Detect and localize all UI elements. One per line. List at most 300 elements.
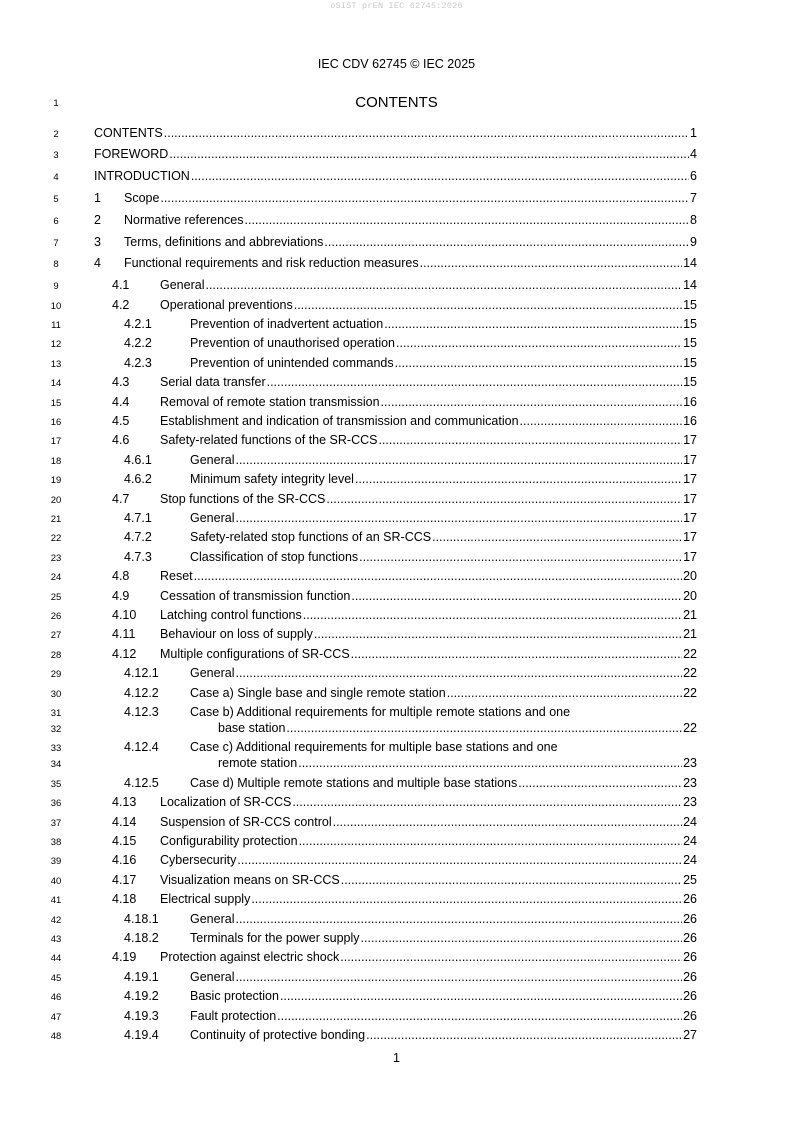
toc-entry[interactable]	[0, 453, 793, 473]
toc-entry-title: General	[190, 911, 235, 926]
toc-entry-page: 22	[683, 720, 697, 735]
line-number: 41	[50, 895, 62, 907]
dot-leader	[341, 873, 682, 887]
toc-entry[interactable]	[0, 213, 793, 233]
toc-entry-line	[218, 721, 697, 735]
toc-entry[interactable]	[0, 256, 793, 276]
toc-entry-title: General	[160, 278, 205, 293]
toc-entry-title: Prevention of unauthorised operation	[190, 336, 396, 351]
toc-entry-number: 4.2.1	[124, 316, 152, 331]
line-number: 47	[50, 1011, 62, 1023]
toc-entry[interactable]	[0, 235, 793, 255]
toc-entry-line	[190, 453, 697, 467]
toc-entry-title: INTRODUCTION	[94, 169, 190, 184]
line-number: 9	[53, 281, 59, 293]
toc-entry-page: 27	[683, 1027, 697, 1042]
toc-entry[interactable]	[0, 931, 793, 951]
toc-entry-number: 4.18.1	[124, 911, 159, 926]
toc-entry-title: Normative references	[124, 212, 244, 227]
toc-entry[interactable]	[0, 169, 793, 189]
toc-entry-title-continued: base station	[218, 720, 286, 735]
toc-entry-number: 4.1	[112, 278, 130, 293]
dot-leader	[384, 317, 682, 331]
dot-leader	[355, 472, 682, 486]
line-number: 43	[50, 933, 62, 945]
line-number: 7	[53, 237, 59, 249]
toc-entry-page: 26	[683, 950, 697, 965]
toc-entry-page: 24	[683, 853, 697, 868]
toc-entry-number: 4.6	[112, 433, 130, 448]
toc-entry-page: 8	[690, 212, 697, 227]
line-number: 34	[50, 759, 62, 771]
toc-entry-line	[160, 892, 697, 906]
dot-leader	[235, 511, 682, 525]
toc-entry-number: 4.19.2	[124, 989, 159, 1004]
toc-entry[interactable]	[0, 608, 793, 628]
line-number: 26	[50, 610, 62, 622]
toc-entry-page: 16	[683, 394, 697, 409]
line-number: 6	[53, 215, 59, 227]
toc-entry-page: 22	[683, 685, 697, 700]
toc-entry-title: Case d) Multiple remote stations and multiple base stations	[190, 775, 518, 790]
toc-entry-title: Stop functions of the SR-CCS	[160, 491, 326, 506]
toc-entry-page: 23	[683, 775, 697, 790]
toc-entry-line	[190, 356, 697, 370]
line-number: 48	[50, 1030, 62, 1042]
toc-entry-number: 4.7	[112, 491, 130, 506]
toc-entry[interactable]	[0, 1009, 793, 1029]
toc-entry-page: 23	[683, 756, 697, 771]
dot-leader	[235, 912, 682, 926]
toc-entry-line	[190, 511, 697, 525]
toc-entry-line	[190, 666, 697, 680]
toc-entry-page: 26	[683, 892, 697, 907]
toc-entry-page: 23	[683, 795, 697, 810]
toc-entry-title: Configurability protection	[160, 833, 298, 848]
toc-entry[interactable]	[0, 336, 793, 356]
toc-entry-number: 4.7.1	[124, 510, 152, 525]
toc-entry[interactable]	[0, 433, 793, 453]
toc-entry[interactable]	[0, 511, 793, 531]
toc-entry-page: 17	[683, 510, 697, 525]
dot-leader	[267, 375, 682, 389]
toc-entry-number: 4.11	[112, 627, 136, 642]
dot-leader	[420, 256, 683, 270]
toc-entry[interactable]	[0, 147, 793, 167]
toc-entry-title: Classification of stop functions	[190, 549, 359, 564]
line-number: 1	[53, 98, 59, 109]
dot-leader	[351, 647, 682, 661]
toc-entry-number: 4.12	[112, 646, 137, 661]
dot-leader	[280, 989, 682, 1003]
toc-entry-line	[124, 256, 697, 270]
line-number: 39	[50, 856, 62, 868]
dot-leader	[378, 433, 682, 447]
toc-entry-page: 25	[683, 872, 697, 887]
toc-entry-number: 4.6.2	[124, 472, 152, 487]
toc-entry-number: 4.2	[112, 297, 130, 312]
toc-entry[interactable]	[0, 970, 793, 990]
line-number: 13	[50, 358, 62, 370]
toc-entry-line	[160, 815, 697, 829]
line-number: 32	[50, 723, 62, 735]
toc-entry-number: 4.19.4	[124, 1027, 159, 1042]
dot-leader	[191, 169, 689, 183]
line-number: 5	[53, 193, 59, 205]
line-number: 46	[50, 992, 62, 1004]
toc-entry-line	[190, 317, 697, 331]
toc-entry-title: Protection against electric shock	[160, 950, 340, 965]
dot-leader	[194, 569, 682, 583]
dot-leader	[326, 492, 682, 506]
toc-entry-title: General	[190, 666, 235, 681]
toc-entry-number: 4.4	[112, 394, 130, 409]
toc-entry-page: 17	[683, 433, 697, 448]
toc-entry-title: Operational preventions	[160, 297, 293, 312]
toc-entry-line	[160, 492, 697, 506]
toc-entry[interactable]	[0, 589, 793, 609]
toc-entry-number: 4.8	[112, 569, 130, 584]
toc-entry-number: 4.3	[112, 375, 130, 390]
toc-entry[interactable]	[0, 776, 793, 796]
line-number: 37	[50, 817, 62, 829]
toc-entry[interactable]	[0, 530, 793, 550]
toc-entry-title: Prevention of unintended commands	[190, 355, 394, 370]
toc-entry-title: Safety-related functions of the SR-CCS	[160, 433, 378, 448]
toc-entry-page: 6	[690, 169, 697, 184]
toc-entry-continuation	[0, 721, 793, 741]
toc-entry-line	[160, 589, 697, 603]
toc-entry-page: 21	[683, 627, 697, 642]
toc-entry[interactable]	[0, 550, 793, 570]
toc-entry-line	[190, 1028, 697, 1042]
toc-entry-title: Behaviour on loss of supply	[160, 627, 313, 642]
toc-entry-page: 17	[683, 452, 697, 467]
line-number: 30	[50, 688, 62, 700]
dot-leader	[286, 721, 682, 735]
toc-entry[interactable]	[0, 853, 793, 873]
watermark: oSIST prEN IEC 62745:2026	[330, 1, 463, 11]
toc-entry-number: 4.13	[112, 795, 137, 810]
toc-entry-line	[190, 530, 697, 544]
toc-entry-number: 4.6.1	[124, 452, 152, 467]
dot-leader	[395, 356, 682, 370]
toc-entry-line	[160, 278, 697, 292]
toc-entry-page: 22	[683, 646, 697, 661]
dot-leader	[169, 147, 689, 161]
toc-entry[interactable]	[0, 627, 793, 647]
toc-entry-line	[160, 433, 697, 447]
line-number: 3	[53, 150, 59, 162]
toc-entry-number: 4.9	[112, 588, 130, 603]
line-number: 19	[50, 475, 62, 487]
dot-leader	[366, 1028, 682, 1042]
toc-entry-line	[190, 776, 697, 790]
toc-entry-title: Electrical supply	[160, 892, 251, 907]
toc-entry[interactable]	[0, 686, 793, 706]
toc-entry-line	[160, 950, 697, 964]
toc-entry-title: Fault protection	[190, 1008, 277, 1023]
toc-entry[interactable]	[0, 912, 793, 932]
document-header: IEC CDV 62745 © IEC 2025	[317, 57, 476, 71]
toc-entry-number: 4.10	[112, 607, 137, 622]
toc-entry-number: 4.19.1	[124, 969, 159, 984]
dot-leader	[324, 235, 689, 249]
line-number: 33	[50, 743, 62, 755]
toc-entry-page: 26	[683, 969, 697, 984]
toc-entry[interactable]	[0, 892, 793, 912]
toc-entry[interactable]	[0, 472, 793, 492]
toc-entry-page: 4	[690, 147, 697, 162]
toc-entry-page: 15	[683, 316, 697, 331]
page-number: 1	[393, 1051, 400, 1065]
toc-entry-line	[160, 627, 697, 641]
dot-leader	[432, 530, 682, 544]
dot-leader	[298, 756, 682, 770]
toc-entry-title: Safety-related stop functions of an SR-CCS	[190, 530, 432, 545]
dot-leader	[235, 453, 682, 467]
toc-entry[interactable]	[0, 375, 793, 395]
toc-entry-page: 17	[683, 491, 697, 506]
toc-entry-title: Prevention of inadvertent actuation	[190, 316, 384, 331]
toc-entry-title: Functional requirements and risk reduction measures	[124, 256, 419, 271]
line-number: 8	[53, 259, 59, 271]
dot-leader	[396, 336, 682, 350]
toc-entry[interactable]	[0, 191, 793, 211]
line-number: 24	[50, 572, 62, 584]
toc-entry-line	[190, 336, 697, 350]
toc-entry-title: Cessation of transmission function	[160, 588, 351, 603]
toc-entry-line	[190, 931, 697, 945]
line-number: 31	[50, 707, 62, 719]
toc-entry[interactable]	[0, 356, 793, 376]
dot-leader	[299, 834, 683, 848]
toc-entry-title: Cybersecurity	[160, 853, 237, 868]
toc-entry-line	[160, 395, 697, 409]
toc-entry-page: 9	[690, 234, 697, 249]
toc-entry-title: Basic protection	[190, 989, 279, 1004]
toc-entry-number: 4.5	[112, 413, 130, 428]
toc-entry[interactable]	[0, 1028, 793, 1048]
dot-leader	[237, 853, 682, 867]
line-number: 35	[50, 778, 62, 790]
dot-leader	[235, 666, 682, 680]
toc-entry-line	[160, 853, 697, 867]
dot-leader	[447, 686, 682, 700]
line-number: 23	[50, 552, 62, 564]
toc-entry-line	[160, 375, 697, 389]
toc-entry-number: 3	[94, 234, 101, 249]
toc-entry-title: Terms, definitions and abbreviations	[124, 234, 324, 249]
toc-entry-continuation	[0, 756, 793, 776]
toc-entry-page: 15	[683, 355, 697, 370]
toc-entry-page: 17	[683, 472, 697, 487]
toc-entry-line	[160, 569, 697, 583]
line-number: 42	[50, 914, 62, 926]
dot-leader	[277, 1009, 682, 1023]
dot-leader	[351, 589, 682, 603]
toc-entry[interactable]	[0, 317, 793, 337]
line-number: 12	[50, 339, 62, 351]
line-number: 2	[53, 128, 59, 140]
toc-entry[interactable]	[0, 950, 793, 970]
dot-leader	[294, 298, 682, 312]
toc-entry[interactable]	[0, 795, 793, 815]
toc-entry-line	[160, 414, 697, 428]
toc-entry-page: 22	[683, 666, 697, 681]
toc-entry-page: 1	[690, 125, 697, 140]
toc-entry-line	[190, 550, 697, 564]
toc-entry-number: 4.15	[112, 833, 137, 848]
toc-entry-number: 4.12.5	[124, 775, 159, 790]
toc-entry-line	[190, 686, 697, 700]
toc-entry-number: 4.18	[112, 892, 137, 907]
toc-entry-line	[190, 1009, 697, 1023]
line-number: 45	[50, 972, 62, 984]
toc-entry-line	[94, 147, 697, 161]
dot-leader	[340, 950, 682, 964]
line-number: 18	[50, 455, 62, 467]
toc-entry-title: General	[190, 969, 235, 984]
line-number: 25	[50, 591, 62, 603]
line-number: 38	[50, 836, 62, 848]
toc-entry-number: 1	[94, 190, 101, 205]
toc-entry[interactable]	[0, 278, 793, 298]
toc-entry-title: Continuity of protective bonding	[190, 1027, 366, 1042]
toc-entry-page: 26	[683, 911, 697, 926]
dot-leader	[361, 931, 683, 945]
dot-leader	[205, 278, 682, 292]
toc-entry-line	[160, 298, 697, 312]
toc-entry-title-continued: remote station	[218, 756, 298, 771]
toc-entry[interactable]	[0, 298, 793, 318]
toc-entry-number: 4	[94, 256, 101, 271]
toc-entry-title: Latching control functions	[160, 607, 302, 622]
toc-entry[interactable]	[0, 492, 793, 512]
toc-entry-page: 21	[683, 607, 697, 622]
line-number: 16	[50, 416, 62, 428]
toc-entry-number: 4.12.4	[124, 740, 159, 755]
toc-entry-title: Case c) Additional requirements for multiple base stations and one	[190, 740, 558, 755]
toc-entry-page: 15	[683, 336, 697, 351]
line-number: 22	[50, 533, 62, 545]
toc-entry-page: 24	[683, 833, 697, 848]
toc-entry-title: Terminals for the power supply	[190, 930, 360, 945]
toc-entry-page: 15	[683, 375, 697, 390]
toc-entry-number: 4.16	[112, 853, 137, 868]
toc-entry[interactable]	[0, 989, 793, 1009]
toc-entry-title: Serial data transfer	[160, 375, 266, 390]
line-number: 29	[50, 669, 62, 681]
toc-entry-title: Case b) Additional requirements for multiple remote stations and one	[190, 704, 571, 719]
toc-entry-line	[160, 647, 697, 661]
toc-entry-line	[190, 472, 697, 486]
toc-entry-number: 4.19.3	[124, 1008, 159, 1023]
toc-entry-number: 4.2.2	[124, 336, 152, 351]
dot-leader	[518, 776, 682, 790]
toc-entry-number: 4.12.3	[124, 704, 159, 719]
dot-leader	[235, 970, 682, 984]
toc-entry-title: CONTENTS	[94, 125, 163, 140]
toc-entry-line	[124, 213, 697, 227]
line-number: 40	[50, 875, 62, 887]
toc-entry-number: 4.17	[112, 872, 137, 887]
line-number: 44	[50, 953, 62, 965]
line-number: 17	[50, 436, 62, 448]
toc-entry[interactable]	[0, 569, 793, 589]
toc-entry[interactable]	[0, 666, 793, 686]
toc-entry[interactable]	[0, 395, 793, 415]
toc-entry-page: 7	[690, 190, 697, 205]
toc-entry[interactable]	[0, 126, 793, 146]
line-number: 36	[50, 798, 62, 810]
toc-entry-line	[124, 235, 697, 249]
toc-entry-number: 4.12.1	[124, 666, 159, 681]
toc-entry-line	[160, 834, 697, 848]
dot-leader	[303, 608, 682, 622]
toc-entry-page: 17	[683, 530, 697, 545]
toc-entry-page: 17	[683, 549, 697, 564]
dot-leader	[160, 191, 689, 205]
line-number: 10	[50, 300, 62, 312]
contents-heading: CONTENTS	[355, 94, 438, 111]
dot-leader	[520, 414, 683, 428]
toc-entry-title: Establishment and indication of transmission and communication	[160, 413, 519, 428]
dot-leader	[333, 815, 682, 829]
toc-entry-page: 20	[683, 588, 697, 603]
toc-entry-title: General	[190, 452, 235, 467]
line-number: 20	[50, 494, 62, 506]
toc-entry-title: Minimum safety integrity level	[190, 472, 354, 487]
dot-leader	[251, 892, 682, 906]
line-number: 27	[50, 630, 62, 642]
toc-entry-number: 2	[94, 212, 101, 227]
toc-entry-page: 15	[683, 297, 697, 312]
toc-entry-number: 4.14	[112, 814, 137, 829]
toc-entry-title: Scope	[124, 190, 160, 205]
toc-entry-number: 4.12.2	[124, 685, 159, 700]
toc-entry-number: 4.19	[112, 950, 137, 965]
line-number: 11	[51, 319, 61, 331]
toc-entry[interactable]	[0, 834, 793, 854]
toc-entry-page: 14	[683, 278, 697, 293]
line-number: 28	[50, 649, 62, 661]
toc-entry-title: Case a) Single base and single remote station	[190, 685, 446, 700]
toc-entry-line	[160, 608, 697, 622]
toc-entry-page: 24	[683, 814, 697, 829]
toc-entry[interactable]	[0, 873, 793, 893]
toc-entry-line	[160, 795, 697, 809]
dot-leader	[381, 395, 683, 409]
toc-entry-line	[94, 126, 697, 140]
line-number: 15	[50, 397, 62, 409]
toc-entry-line	[218, 756, 697, 770]
toc-entry[interactable]	[0, 414, 793, 434]
toc-entry-page: 14	[683, 256, 697, 271]
toc-entry-title: General	[190, 510, 235, 525]
toc-entry-line	[124, 191, 697, 205]
toc-entry[interactable]	[0, 815, 793, 835]
toc-entry-title: Reset	[160, 569, 193, 584]
toc-entry-title: FOREWORD	[94, 147, 169, 162]
toc-entry-line	[94, 169, 697, 183]
toc-entry[interactable]	[0, 647, 793, 667]
dot-leader	[245, 213, 690, 227]
toc-entry-number: 4.18.2	[124, 930, 159, 945]
toc-entry-line	[160, 873, 697, 887]
dot-leader	[314, 627, 682, 641]
toc-entry-page: 16	[683, 413, 697, 428]
